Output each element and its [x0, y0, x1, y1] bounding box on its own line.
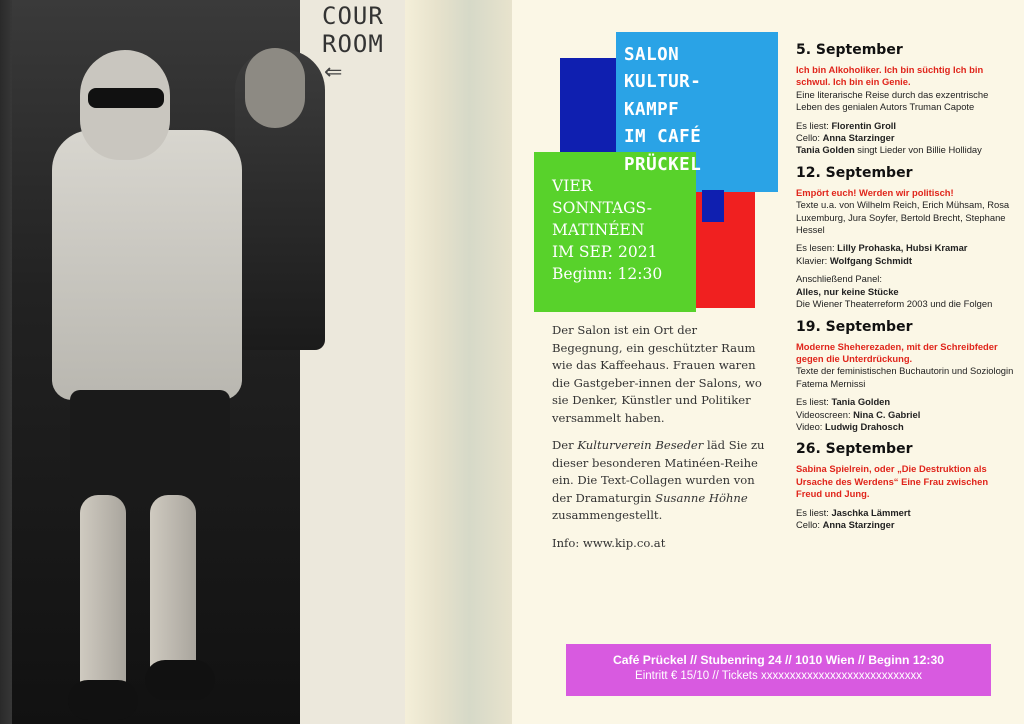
- event-date: 5. September: [796, 42, 903, 58]
- role-label: Es liest:: [796, 396, 832, 408]
- info-link[interactable]: Info: www.kip.co.at: [552, 535, 666, 550]
- event-description: Texte der feministischen Buchautorin und Soziologin Fatema Mernissi: [796, 365, 1014, 389]
- role-label: Es liest:: [796, 119, 832, 131]
- event-date: 19. September: [796, 318, 913, 335]
- court-room-sign: [322, 2, 384, 58]
- left-shoe: [68, 680, 138, 720]
- event-headline: Empört euch! Werden wir politisch!: [796, 186, 954, 198]
- role-label: Video:: [796, 420, 826, 432]
- event-cello: [796, 132, 1016, 144]
- role-label: Es lesen:: [796, 242, 838, 254]
- org-name: Kulturverein Beseder: [577, 438, 704, 452]
- program-page: [512, 0, 1024, 724]
- performer-name: Lilly Prohaska, Hubsi Kramar: [837, 242, 968, 254]
- intro-paragraph-2: [552, 437, 767, 525]
- role-label: Videoscreen:: [796, 408, 854, 420]
- event-item: [796, 441, 1016, 531]
- event-headline: Sabina Spielrein, oder „Die Destruktion als Ursache des Werdens“ Eine Frau zwischen Freud und Jung.: [796, 463, 989, 500]
- event-videoscreen: [796, 409, 1016, 421]
- left-arrow-icon: ⇐: [324, 60, 343, 85]
- intro-paragraph-1: Der Salon ist ein Ort der Begegnung, ein geschützter Raum wie das Kaffeehaus. Frauen waren die Gastgeber-innen der Salons, wo sie Denker, Künstler und Politiker versammelt haben.: [552, 323, 762, 425]
- event-date: 12. September: [796, 164, 913, 181]
- event-reader: [796, 507, 1016, 519]
- left-leg: [80, 495, 126, 705]
- performer-name: Tania Golden: [796, 144, 855, 156]
- venue-banner: [566, 644, 991, 696]
- dark-blue-accent: [702, 190, 724, 222]
- performer-name: Anna Starzinger: [822, 518, 895, 530]
- sign-line-1: COUR: [322, 2, 384, 30]
- right-shoe: [145, 660, 215, 700]
- man-figure: [40, 40, 260, 720]
- event-date: 26. September: [796, 441, 913, 458]
- event-cello: [796, 519, 1016, 531]
- shorts: [70, 390, 230, 500]
- role-label: Cello:: [796, 132, 823, 144]
- page-fold: [405, 0, 512, 724]
- event-headline: Moderne Sheherezaden, mit der Schreibfeder gegen die Unterdrückung.: [796, 340, 998, 364]
- intro-text: [552, 322, 767, 562]
- role-label: Es liest:: [796, 506, 832, 518]
- event-list: [796, 42, 1016, 539]
- event-item: [796, 165, 1016, 311]
- event-item: [796, 42, 1016, 157]
- sunglasses-icon: [88, 88, 164, 108]
- intro-text-a: Der: [552, 438, 578, 452]
- performer-name: Florentin Groll: [831, 119, 897, 131]
- event-description: Eine literarische Reise durch das exzentrische Leben des genialen Autors Truman Capote: [796, 88, 989, 113]
- performer-name: Anna Starzinger: [822, 132, 895, 144]
- role-label: Klavier:: [796, 254, 830, 266]
- role-label: Cello:: [796, 518, 823, 530]
- event-description: Texte u.a. von Wilhelm Reich, Erich Mühsam, Rosa Luxemburg, Jura Soyfer, Bertold Brecht, Stephane Hessel: [796, 199, 1010, 236]
- background-man-head: [245, 48, 305, 128]
- dramaturg-name: Susanne Höhne: [655, 490, 748, 505]
- panel-title: [796, 286, 1016, 298]
- performer-name: Jaschka Lämmert: [831, 506, 911, 518]
- intro-text-b: läd Sie zu dieser besonderen Matinéen-Reihe ein. Die Text-Collagen wurden von der Dramaturgin: [552, 438, 765, 505]
- event-readers: [796, 242, 1016, 254]
- role-label: singt Lieder von Billie Holliday: [854, 144, 982, 156]
- performer-name: Nina C. Gabriel: [853, 408, 921, 420]
- performer-name: Wolfgang Schmidt: [829, 254, 912, 266]
- event-reader: [796, 120, 1016, 132]
- salon-title: SALON KULTUR- KAMPF IM CAFÉ PRÜCKEL: [624, 45, 702, 175]
- venue-line: Café Prückel // Stubenring 24 // 1010 Wien // Beginn 12:30: [612, 653, 945, 667]
- performer-name: Ludwig Drahosch: [825, 420, 904, 432]
- panel-title-text: Alles, nur keine Stücke: [796, 285, 899, 297]
- event-item: [796, 319, 1016, 434]
- sign-line-2: ROOM: [322, 30, 384, 58]
- ticket-line: Eintritt € 15/10 // Tickets xxxxxxxxxxxxxxxxxxxxxxxxxxxx: [635, 670, 922, 682]
- event-singer: [796, 144, 1016, 156]
- intro-text-c: zusammengestellt.: [552, 508, 663, 522]
- event-video: [796, 421, 1016, 433]
- panel-label: Anschließend Panel:: [796, 273, 882, 285]
- matinee-subtitle: VIER SONNTAGS- MATINÉEN IM SEP. 2021 Beginn: 12:30: [552, 177, 663, 283]
- event-reader: [796, 396, 1016, 408]
- event-piano: [796, 255, 1016, 267]
- panel-description: Die Wiener Theaterreform 2003 und die Folgen: [796, 298, 993, 310]
- performer-name: Tania Golden: [831, 396, 891, 408]
- jacket: [52, 130, 242, 400]
- event-headline: Ich bin Alkoholiker. Ich bin süchtig Ich bin schwul. Ich bin ein Genie.: [796, 64, 984, 88]
